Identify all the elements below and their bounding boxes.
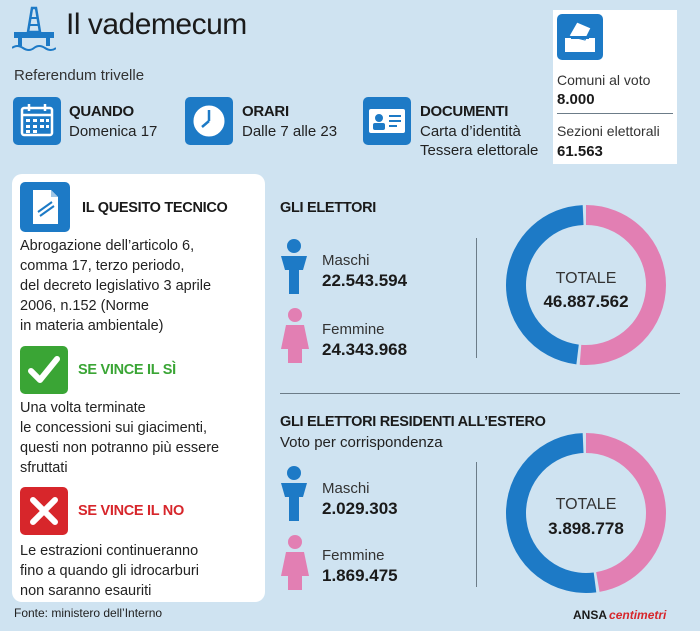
page-title: Il vademecum	[66, 8, 247, 41]
male-person-icon	[280, 465, 308, 523]
elettori-femmine-value: 24.343.968	[322, 340, 408, 359]
checkmark-icon	[20, 346, 68, 394]
id-card-icon	[363, 97, 411, 145]
quesito-line: in materia ambientale)	[20, 318, 164, 334]
quesito-title: IL QUESITO TECNICO	[82, 200, 228, 216]
sezioni-value: 61.563	[557, 143, 603, 160]
credit	[573, 608, 666, 622]
elettori-divider	[476, 238, 477, 358]
ballot-box-icon	[557, 14, 603, 60]
quesito-line: 2006, n.152 (Norme	[20, 298, 149, 314]
source-note: Fonte: ministero dell’Interno	[14, 606, 163, 620]
quesito-line: comma 17, terzo periodo,	[20, 258, 185, 274]
estero-totale-label: TOTALE	[555, 496, 617, 513]
estero-femmine-label: Femmine	[322, 547, 385, 564]
vince-no-text	[20, 541, 199, 601]
credit-ansa: ANSA	[573, 608, 608, 622]
orari-label: ORARI	[242, 103, 289, 120]
clock-icon	[185, 97, 233, 145]
male-person-icon	[280, 238, 308, 296]
oil-rig-logo-icon	[12, 6, 56, 52]
vince-no-title: SE VINCE IL NO	[78, 503, 184, 519]
estero-femmine-value: 1.869.475	[322, 566, 398, 585]
orari-value: Dalle 7 alle 23	[242, 123, 338, 140]
documenti-line2: Tessera elettorale	[420, 142, 539, 159]
page-subtitle: Referendum trivelle	[14, 67, 145, 84]
vince-si-line: questi non potranno più essere	[20, 440, 220, 456]
elettori-maschi-label: Maschi	[322, 252, 370, 269]
documenti-line1: Carta d’identità	[420, 123, 521, 140]
cross-icon	[20, 487, 68, 535]
quesito-text	[20, 236, 211, 336]
comuni-label: Comuni al voto	[557, 72, 651, 88]
stats-box	[553, 10, 677, 164]
vince-no-line: Le estrazioni continueranno	[20, 543, 199, 559]
documenti-label: DOCUMENTI	[420, 103, 509, 120]
stats-divider	[557, 113, 673, 114]
estero-maschi-label: Maschi	[322, 480, 370, 497]
estero-divider	[476, 462, 477, 587]
sezioni-label: Sezioni elettorali	[557, 123, 660, 139]
credit-centimetri: centimetri	[609, 608, 667, 622]
elettori-totale-label: TOTALE	[555, 270, 617, 287]
quesito-line: Abrogazione dell’articolo 6,	[20, 238, 195, 254]
quando-label: QUANDO	[69, 103, 134, 120]
estero-title: GLI ELETTORI RESIDENTI ALL’ESTERO	[280, 414, 546, 430]
calendar-icon	[13, 97, 61, 145]
comuni-value: 8.000	[557, 91, 595, 108]
vince-no-line: non saranno esauriti	[20, 583, 152, 599]
vince-si-line: sfruttati	[20, 460, 68, 476]
elettori-totale-value: 46.887.562	[543, 292, 629, 311]
quesito-line: del decreto legislativo 3 aprile	[20, 278, 212, 294]
estero-totale-value: 3.898.778	[548, 519, 624, 538]
elettori-femmine-label: Femmine	[322, 321, 385, 338]
estero-subtitle: Voto per corrispondenza	[280, 434, 443, 451]
estero-maschi-value: 2.029.303	[322, 499, 398, 518]
vince-no-line: fino a quando gli idrocarburi	[20, 563, 199, 579]
vince-si-line: Una volta terminate	[20, 400, 146, 416]
elettori-title: GLI ELETTORI	[280, 200, 377, 216]
quesito-panel	[12, 174, 265, 602]
vince-si-title: SE VINCE IL SÌ	[78, 362, 176, 378]
female-person-icon	[280, 534, 310, 592]
elettori-maschi-value: 22.543.594	[322, 271, 408, 290]
vince-si-line: le concessioni sui giacimenti,	[20, 420, 207, 436]
vince-si-text	[20, 398, 219, 478]
female-person-icon	[280, 307, 310, 365]
quando-value: Domenica 17	[69, 123, 158, 140]
section-divider	[280, 393, 680, 394]
document-icon	[20, 182, 70, 232]
